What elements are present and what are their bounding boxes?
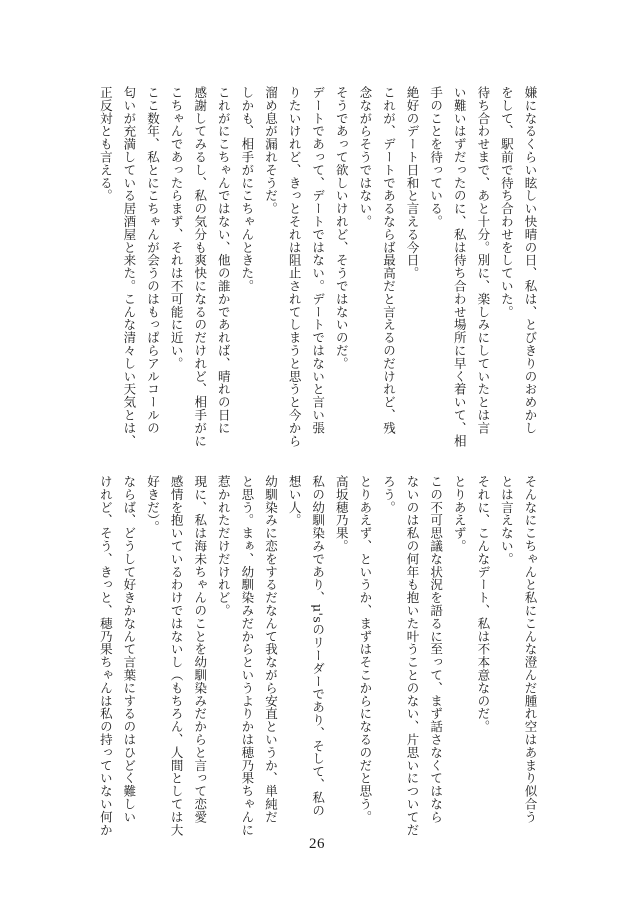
text-column: こちゃんであったらまず、それは不可能に近い。 — [169, 86, 185, 370]
text-column: 惹かれただけだけれど。 — [216, 475, 232, 617]
text-column: 私の幼馴染みであり、μ'sのリーダーであり、そして、私の — [310, 475, 326, 817]
text-column: 絶好のデート日和と言える今日。 — [405, 86, 421, 280]
text-column: そうであって欲しいけれど、そうではないのだ。 — [334, 86, 350, 370]
text-column: とりあえず。 — [452, 475, 468, 553]
bottom-text-block — [94, 475, 542, 835]
page-number: 26 — [309, 836, 325, 852]
text-column: 想い人。 — [287, 475, 303, 527]
text-column: ここ数年、私とにこちゃんが会うのはもっぱらアルコールの — [145, 86, 161, 435]
text-column: 感謝してみるし、私の気分も爽快になるのだけれど、相手がに — [192, 86, 208, 448]
text-column: デートであって、デートではない。デートではないと言い張 — [310, 86, 326, 435]
text-column: 待ち合わせまで、あと十分。別に、楽しみにしていたとは言 — [475, 86, 491, 435]
text-column: 手のことを待っている。 — [428, 86, 444, 228]
text-column: しかも、相手がにこちゃんときた。 — [239, 86, 255, 293]
text-column: と思う。まぁ、幼馴染みだからというよりかは穂乃果ちゃんに — [239, 475, 255, 837]
text-column: 匂いが充満している居酒屋と来た。こんな清々しい天気とは、 — [121, 86, 137, 448]
text-column: ろう。 — [381, 475, 397, 514]
text-column: とは言えない。 — [499, 475, 515, 566]
text-column: この不可思議な状況を語るに至って、まず話さなくてはなら — [428, 475, 444, 824]
text-column: これが、デートであるならば最高だと言えるのだけれど、残 — [381, 86, 397, 435]
text-column: これがにこちゃんではない、他の誰かであれば、晴れの日に — [216, 86, 232, 435]
text-column: ならば、どうして好きかなんて言葉にするのはひどく難しい — [121, 475, 137, 824]
text-column: 幼馴染みに恋をするだなんて我ながら安直というか、単純だ — [263, 475, 279, 824]
text-column: い難いはずだったのに、私は待ち合わせ場所に早く着いて、相 — [452, 86, 468, 448]
text-column: それに、こんなデート、私は不本意なのだ。 — [475, 475, 491, 733]
text-column: 高坂穂乃果。 — [334, 475, 350, 553]
text-column: 溜め息が漏れそうだ。 — [263, 86, 279, 215]
text-column: けれど、そう、きっと、穂乃果ちゃんは私の持っていない何か — [98, 475, 114, 837]
text-column: 好きだ）。 — [145, 475, 161, 534]
text-column: そんなにこちゃんと私にこんな澄んだ腫れ空はあまり似合う — [523, 475, 538, 824]
text-column: 感情を抱いているわけではないし（もちろん、人間としては大 — [169, 475, 185, 837]
text-column: 嫌になるくらい眩しい快晴の日、私は、とびきりのおめかし — [523, 86, 538, 435]
text-column: ないのは私の何年も抱いた叶うことのない、片思いについてだ — [405, 475, 421, 837]
text-column: 正反対とも言える。 — [98, 86, 114, 203]
text-column: とりあえず、というか、まずはそこからになるのだと思う。 — [357, 475, 373, 824]
text-column: りたいけれど、きっとそれは阻止されてしまうと思うと今から — [287, 86, 303, 448]
text-column: をして、駅前で待ち合わせをしていた。 — [499, 86, 515, 319]
top-text-block — [94, 86, 542, 446]
text-column: 現に、私は海未ちゃんのことを幼馴染みだからと言って恋愛 — [192, 475, 208, 824]
text-column: 念ながらそうではない。 — [357, 86, 373, 228]
